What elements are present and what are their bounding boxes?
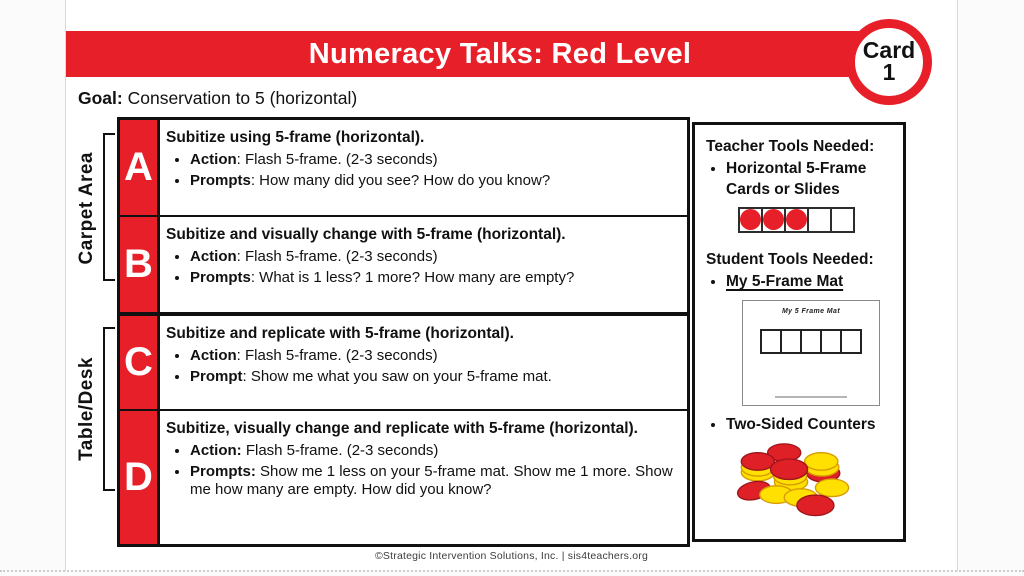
card-slide <box>65 0 958 571</box>
banner-title: Numeracy Talks: Red Level <box>308 38 692 70</box>
row-bullets-d <box>166 442 679 500</box>
teacher-tools-list <box>706 159 897 201</box>
mat-five-frame <box>743 329 879 354</box>
mat-cell <box>780 329 802 354</box>
row-letter-d: D <box>120 411 160 544</box>
row-content-d <box>160 411 687 544</box>
table-desk-bracket <box>103 327 115 491</box>
bullet-item: • Action: Flash 5-frame. (2-3 seconds) <box>190 151 679 169</box>
table-row-a <box>120 120 687 215</box>
card-number-badge <box>846 19 932 105</box>
red-counter-dot <box>763 209 784 230</box>
row-content-a <box>160 120 687 215</box>
row-title-a: Subitize using 5-frame (horizontal). <box>166 129 425 146</box>
mat-footer-text <box>775 396 847 398</box>
goal-label: Goal: <box>78 88 123 108</box>
row-bullets-c <box>166 347 679 387</box>
title-banner <box>66 31 880 77</box>
teacher-tool-item: • Horizontal 5-Frame Cards or Slides <box>726 159 897 201</box>
row-letter-a: A <box>120 120 160 215</box>
bullet-item: • Prompts: Show me 1 less on your 5-frame mat. Show me 1 more. Show me how many are empty. How did you know? <box>190 463 679 500</box>
row-letter-b: B <box>120 217 160 312</box>
bullet-item: • Prompts: What is 1 less? 1 more? How many are empty? <box>190 269 679 287</box>
five-frame-cell <box>830 207 855 233</box>
copyright-footer: ©Strategic Intervention Solutions, Inc. | sis4teachers.org <box>374 550 649 562</box>
row-title-b: Subitize and visually change with 5-frame (horizontal). <box>166 226 566 243</box>
card-badge-number: 1 <box>882 59 896 85</box>
student-tool-item: • My 5-Frame Mat <box>726 272 897 293</box>
two-sided-counters-image <box>728 439 856 519</box>
activity-table <box>117 117 690 547</box>
five-frame-cell <box>784 207 809 233</box>
table-row-c <box>120 312 687 409</box>
mat-cell <box>760 329 782 354</box>
mat-cell <box>800 329 822 354</box>
table-row-d <box>120 409 687 544</box>
bottom-divider <box>0 570 1024 572</box>
tools-panel <box>692 122 906 542</box>
goal-text: Conservation to 5 (horizontal) <box>122 88 358 108</box>
bullet-item: • Prompt: Show me what you saw on your 5-frame mat. <box>190 368 679 386</box>
five-frame-cell <box>738 207 763 233</box>
counters-item: • Two-Sided Counters <box>726 415 897 436</box>
side-label-carpet-area: Carpet Area <box>76 151 97 265</box>
student-tools-list <box>706 272 897 293</box>
row-title-c: Subitize and replicate with 5-frame (horizontal). <box>166 325 514 342</box>
table-row-b <box>120 215 687 312</box>
mat-title: My 5 Frame Mat <box>781 307 841 315</box>
teacher-tools-heading: Teacher Tools Needed: <box>706 138 875 155</box>
red-counter-dot <box>740 209 761 230</box>
bullet-item: • Action: Flash 5-frame. (2-3 seconds) <box>190 442 679 460</box>
row-content-b <box>160 217 687 312</box>
row-content-c <box>160 316 687 409</box>
row-title-d: Subitize, visually change and replicate with 5-frame (horizontal). <box>166 420 638 437</box>
carpet-area-bracket <box>103 133 115 281</box>
row-bullets-a <box>166 151 679 191</box>
bullet-item: • Action: Flash 5-frame. (2-3 seconds) <box>190 248 679 266</box>
bullet-item: • Action: Flash 5-frame. (2-3 seconds) <box>190 347 679 365</box>
five-frame-cell <box>761 207 786 233</box>
mat-cell <box>820 329 842 354</box>
row-bullets-b <box>166 248 679 288</box>
bullet-item: • Prompts: How many did you see? How do you know? <box>190 172 679 190</box>
five-frame-cell <box>807 207 832 233</box>
side-label-table-desk: Table/Desk <box>76 357 97 461</box>
row-letter-c: C <box>120 316 160 409</box>
counters-list <box>706 415 897 436</box>
red-counter-dot <box>786 209 807 230</box>
goal-line <box>78 88 357 109</box>
card-badge-label: Card <box>862 37 916 64</box>
mat-cell <box>840 329 862 354</box>
student-tools-heading: Student Tools Needed: <box>706 250 874 268</box>
five-frame-mat-image <box>742 300 880 406</box>
five-frame-card-image <box>738 207 897 233</box>
